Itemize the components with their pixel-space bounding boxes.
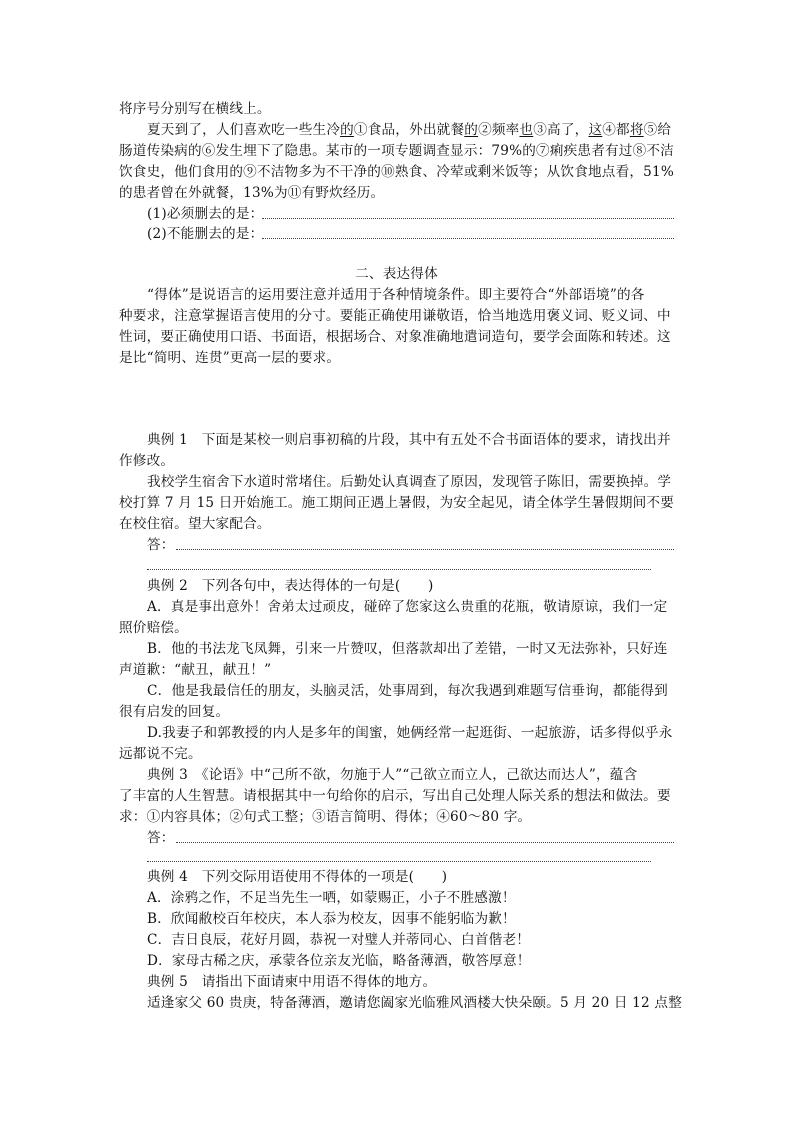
intro-line: 将序号分别写在横线上。 — [119, 101, 271, 117]
example-3-stem: 典例 3 《论语》中“己所不欲，勿施于人”“己欲立而立人，己欲达而达人”，蕴含 — [147, 767, 638, 783]
example-4-option-c: C．吉日良辰，花好月圆，恭祝一对璧人并蒂同心、白首偕老！ — [147, 932, 531, 948]
example-1-text-2: 校打算 7 月 15 日开始施工。施工期间正遇上暑假，为安全起见，请全体学生暑假期间不要 — [119, 495, 674, 511]
passage-line-3: 饮食史，他们食用的⑨不洁物多为不干净的⑩熟食、冷荤或剩米饭等；从饮食地点看，51% — [119, 164, 674, 180]
example-2-option-b: B．他的书法龙飞凤舞，引来一片赞叹，但落款却出了差错，一时又无法弥补，只好连 — [147, 641, 668, 657]
section-para-line-2: 种要求，注意掌握语言使用的分寸。要能正确使用谦敬语，恰当地选用褒义词、贬义词、中 — [119, 308, 671, 324]
passage-line-2: 肠道传染病的⑥发生埋下了隐患。某市的一项专题调查显示：79%的⑦痢疾患者有过⑧不洁 — [119, 143, 674, 159]
example-5-text: 适逢家父 60 贵庚，特备薄酒，邀请您阖家光临雅风酒楼大快朵颐。5 月 20 日 12 点整 — [147, 995, 682, 1011]
example-2-option-c-cont: 很有启发的回复。 — [119, 704, 230, 720]
section-para-line-3: 性词，要正确使用口语、书面语，根据场合、对象准确地遣词造句，要学会面陈和转述。这 — [119, 329, 671, 345]
answer-line-1[interactable] — [262, 218, 674, 219]
example-1-stem-cont: 作修改。 — [119, 453, 175, 469]
question-1-label: (1)必须删去的是： — [147, 206, 264, 222]
example-1-stem: 典例 1 下面是某校一则启事初稿的片段，其中有五处不合书面语体的要求，请找出并 — [147, 432, 671, 448]
example-3-stem-cont-2: 求：①内容具体；②句式工整；③语言简明、得体；④60～80 字。 — [119, 809, 532, 825]
example-1-text-3: 在校住宿。望大家配合。 — [119, 516, 271, 532]
example-4-option-d: D．家母古稀之庆，承蒙各位亲友光临，略备薄酒，敬答厚意！ — [147, 953, 531, 969]
example-3-answer-line-1[interactable] — [176, 842, 674, 843]
example-2-option-a: A．真是事出意外！舍弟太过顽皮，碰碎了您家这么贵重的花瓶，敬请原谅，我们一定 — [147, 599, 668, 615]
section-heading: 二、表达得体 — [355, 266, 438, 282]
question-2-label: (2)不能删去的是： — [147, 226, 264, 242]
example-5-stem: 典例 5 请指出下面请柬中用语不得体的地方。 — [147, 974, 437, 990]
example-1-answer-label: 答： — [147, 537, 175, 553]
section-para-line-1: “得体”是说语言的运用要注意并适用于各种情境条件。即主要符合“外部语境”的各 — [147, 287, 645, 303]
example-1-answer-line-1[interactable] — [176, 549, 674, 550]
passage-line-4: 的患者曾在外就餐，13%为⑪有野炊经历。 — [119, 185, 385, 201]
answer-line-2[interactable] — [262, 238, 674, 239]
example-4-option-b: B．欣闻敝校百年校庆，本人忝为校友，因事不能躬临为歉！ — [147, 911, 516, 927]
example-3-answer-line-2[interactable] — [147, 861, 651, 862]
example-1-text-1: 我校学生宿舍下水道时常堵住。后勤处认真调查了原因，发现管子陈旧，需要换掉。学 — [147, 474, 672, 490]
example-2-option-b-cont: 声道歉：“献丑，献丑！” — [119, 662, 272, 678]
example-4-stem: 典例 4 下列交际用语使用不得体的一项是( ) — [147, 869, 448, 885]
example-4-option-a: A．涂鸦之作，不足当先生一哂，如蒙赐正，小子不胜感激！ — [147, 890, 516, 906]
example-2-stem: 典例 2 下列各句中，表达得体的一句是( ) — [147, 578, 434, 594]
section-para-line-4: 是比“简明、连贯”更高一层的要求。 — [119, 350, 341, 366]
passage-line-1: 夏天到了，人们喜欢吃一些生冷的①食品，外出就餐的②频率也③高了，这④都将⑤给 — [147, 122, 672, 138]
example-3-stem-cont-1: 了丰富的人生智慧。请根据其中一句给你的启示，写出自己处理人际关系的想法和做法。要 — [119, 788, 671, 804]
example-1-answer-line-2[interactable] — [147, 569, 651, 570]
example-2-option-c: C．他是我最信任的朋友，头脑灵活，处事周到，每次我遇到难题写信垂询，都能得到 — [147, 683, 668, 699]
example-2-option-d-cont: 远都说不完。 — [119, 746, 202, 762]
example-3-answer-label: 答： — [147, 830, 175, 846]
example-2-option-d: D.我妻子和郭教授的内人是多年的闺蜜，她俩经常一起逛街、一起旅游，话多得似乎永 — [147, 725, 673, 741]
example-2-option-a-cont: 照价赔偿。 — [119, 620, 188, 636]
